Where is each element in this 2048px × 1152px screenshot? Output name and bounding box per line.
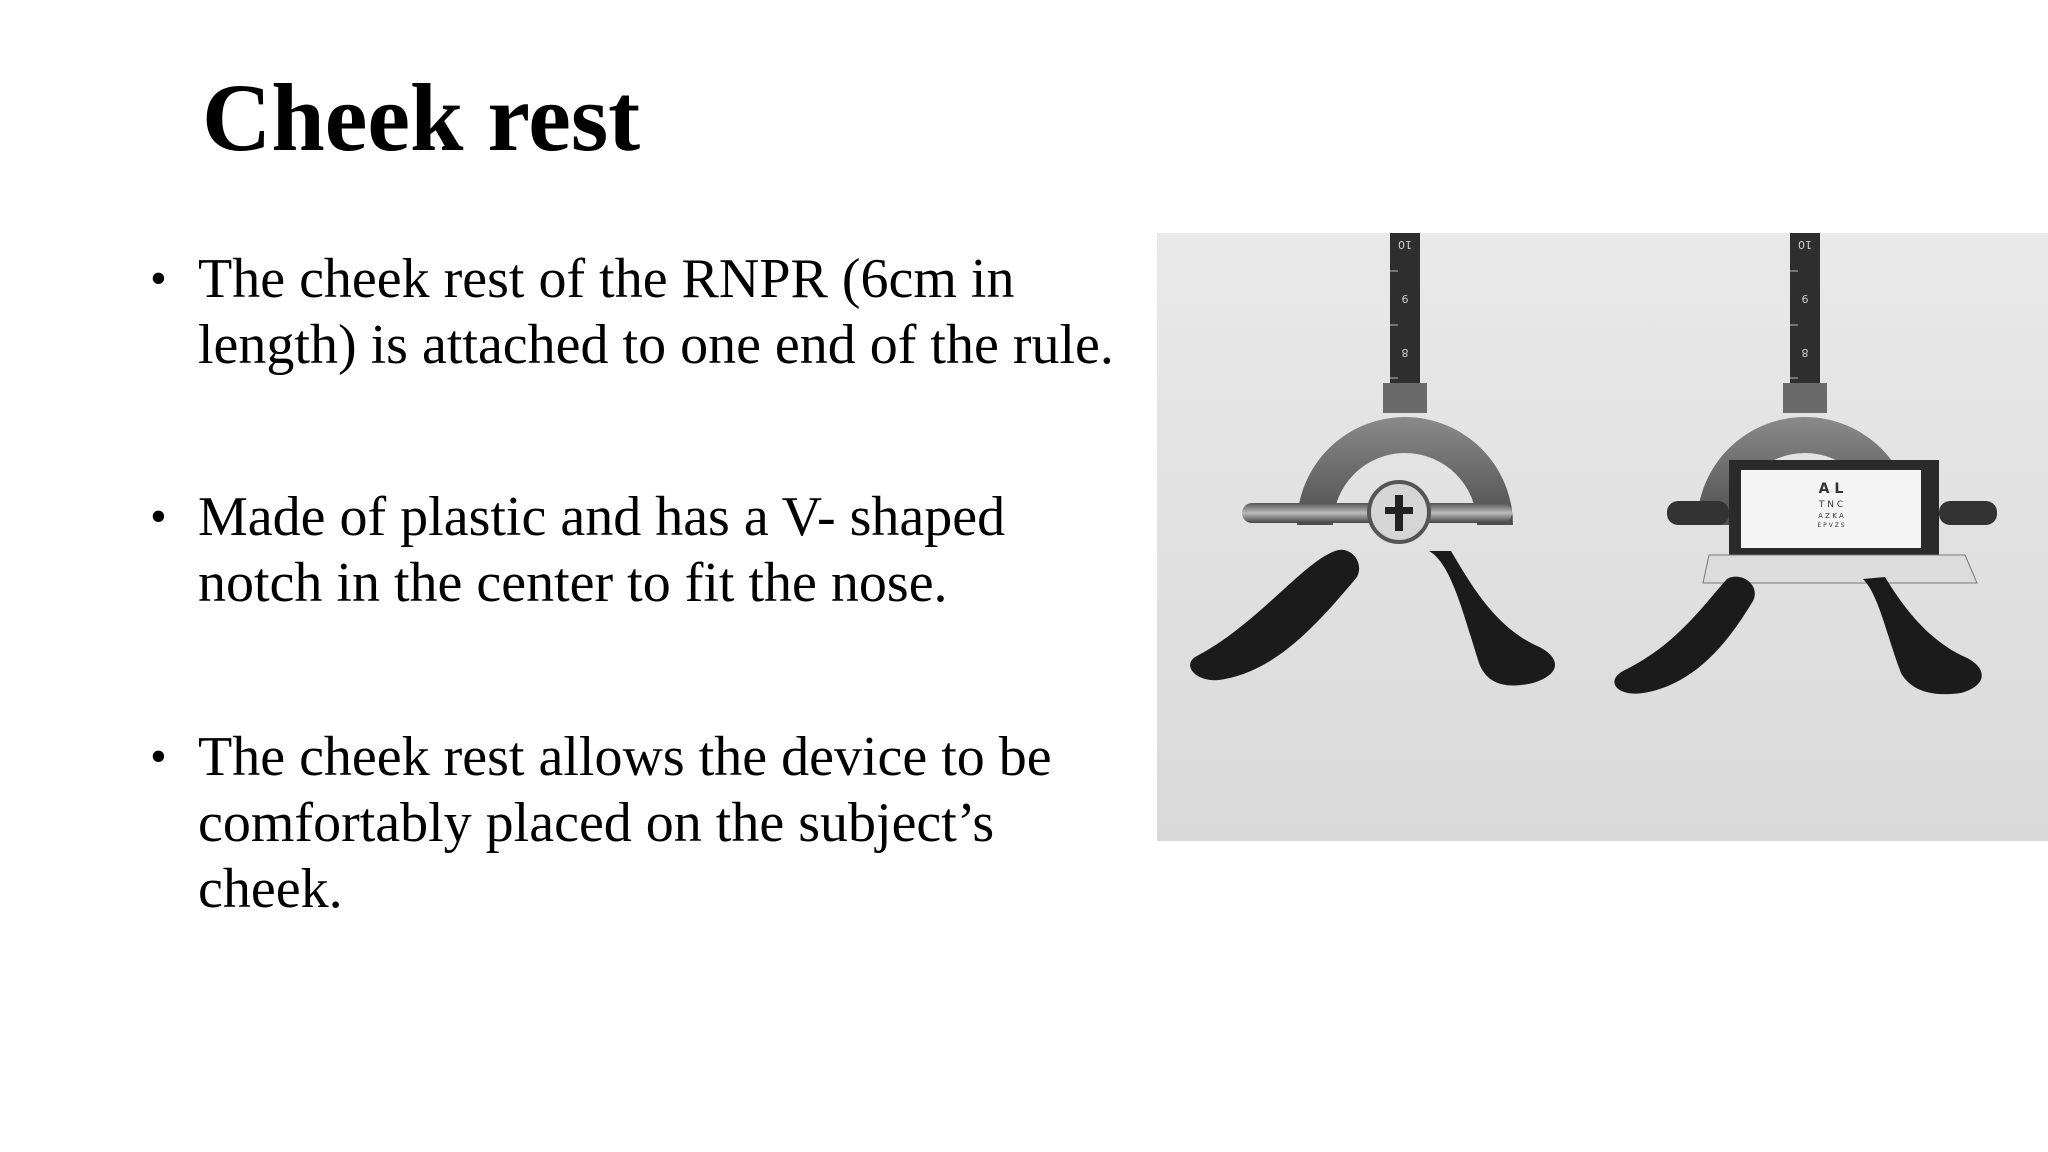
bullet-text: The cheek rest allows the device to be comfortably placed on the subject’s cheek. bbox=[198, 726, 1052, 920]
right-ruler bbox=[1790, 233, 1820, 388]
bullet-text: The cheek rest of the RNPR (6cm in length) is attached to one end of the rule. bbox=[198, 248, 1114, 376]
bullet-dot: • bbox=[150, 490, 167, 543]
cheek-rest-photo bbox=[1157, 233, 2048, 841]
left-ruler-mark: 8 bbox=[1401, 346, 1409, 359]
bullet-text: Made of plastic and has a V- shaped notch in the center to fit the nose. bbox=[198, 486, 1006, 614]
chart-line: A Z K A bbox=[1818, 512, 1844, 520]
left-ruler-mark: 10 bbox=[1398, 238, 1412, 251]
cheek-rest-illustration bbox=[1157, 233, 2048, 841]
right-crossbar-right bbox=[1939, 501, 1997, 525]
left-ruler-mark: 9 bbox=[1401, 292, 1409, 305]
right-ruler-mark: 8 bbox=[1801, 346, 1809, 359]
bullet-dot: • bbox=[150, 730, 167, 783]
right-ruler-mark: 9 bbox=[1801, 292, 1809, 305]
bullet-list bbox=[150, 246, 1130, 922]
bullet-dot: • bbox=[150, 252, 167, 305]
chart-line: E P V Z S bbox=[1817, 522, 1845, 529]
chart-line: T N C bbox=[1818, 500, 1844, 510]
bullet-item bbox=[150, 246, 1130, 378]
bullet-item bbox=[150, 724, 1130, 922]
bullet-item bbox=[150, 484, 1130, 616]
left-ruler bbox=[1390, 233, 1420, 388]
slide-title: Cheek rest bbox=[202, 64, 641, 171]
right-crossbar-left bbox=[1667, 501, 1729, 525]
chart-line: A L bbox=[1818, 481, 1844, 497]
right-ruler-mark: 10 bbox=[1798, 238, 1812, 251]
